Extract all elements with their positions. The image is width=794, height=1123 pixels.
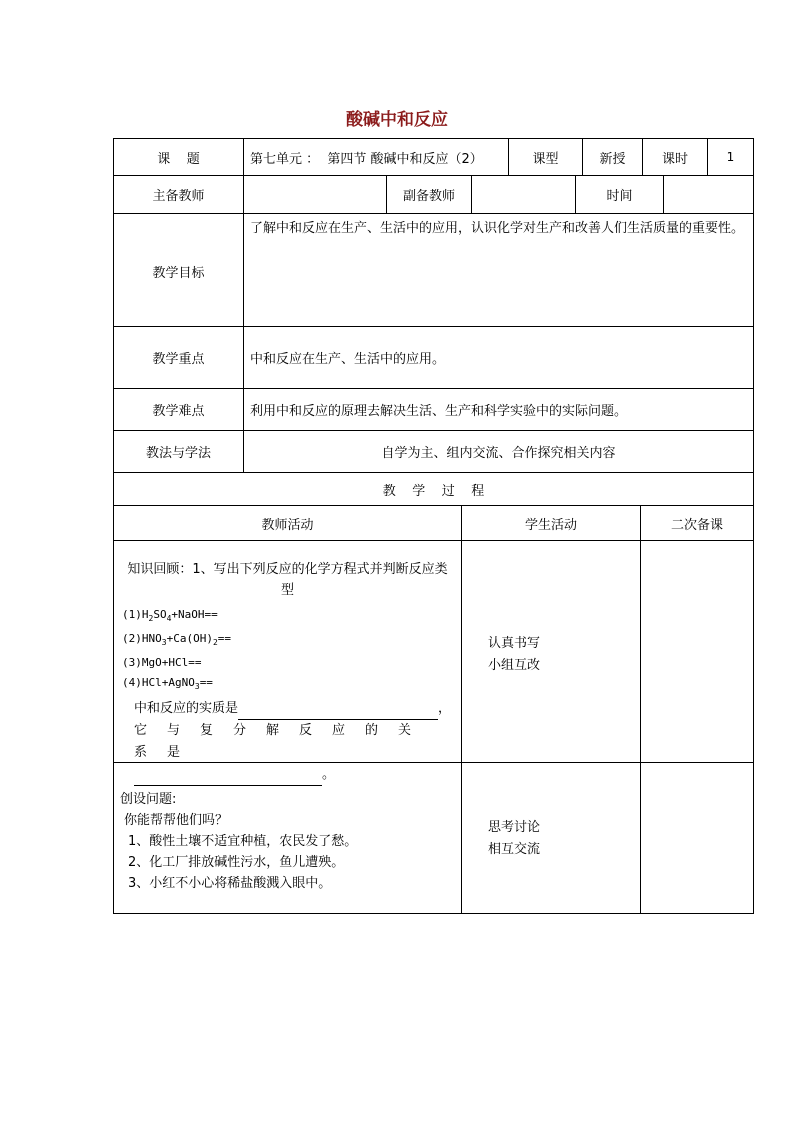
time-label: 时间 bbox=[575, 176, 663, 213]
teacher-activity-header: 教师活动 bbox=[261, 517, 314, 533]
row-method bbox=[114, 430, 753, 472]
type-label: 课型 bbox=[508, 139, 582, 175]
method-text: 自学为主、组内交流、合作探究相关内容 bbox=[243, 431, 753, 472]
problem-heading: 创设问题: bbox=[120, 792, 177, 807]
equation-2: $(2)HNO_3+Ca(OH)_2==$ bbox=[122, 632, 232, 648]
topic-label: 课 题 bbox=[157, 151, 200, 167]
review-second-cell bbox=[640, 541, 753, 762]
vice-teacher-label: 副备教师 bbox=[386, 176, 471, 213]
student-activity-header: 学生活动 bbox=[461, 506, 640, 540]
review-heading: 知识回顾：1、写出下列反应的化学方程式并判断反应类型 bbox=[127, 562, 448, 598]
row-key-point bbox=[114, 326, 753, 388]
row-objectives bbox=[114, 213, 753, 326]
hours-value: 1 bbox=[707, 139, 753, 175]
problem-item-1: 1、酸性土壤不适宜种植，农民发了愁。 bbox=[128, 834, 358, 849]
review-teacher-cell bbox=[114, 541, 461, 782]
review-student-1: 认真书写 bbox=[488, 636, 541, 651]
relation-line: 它与复分解反应的关系是 bbox=[134, 722, 432, 760]
key-point-text: 中和反应在生产、生活中的应用。 bbox=[243, 327, 753, 388]
main-teacher-value bbox=[243, 176, 386, 213]
problem-student-1: 思考讨论 bbox=[488, 820, 541, 835]
equation-4: (4)HCl+AgNO$_3$== bbox=[122, 676, 213, 692]
row-problem bbox=[114, 762, 753, 913]
equation-3: (3)MgO+HCl== bbox=[122, 656, 202, 670]
equation-1: $(1)H_2SO_4+NaOH==$ bbox=[122, 608, 218, 624]
row-topic bbox=[114, 139, 753, 175]
problem-student-cell bbox=[461, 763, 640, 913]
method-label: 教法与学法 bbox=[145, 446, 211, 461]
objectives-text: 了解中和反应在生产、生活中的应用，认识化学对生产和改善人们生活质量的重要性。 bbox=[243, 214, 753, 326]
review-student-cell bbox=[461, 541, 640, 762]
process-header: 教 学 过 程 bbox=[382, 483, 485, 499]
difficulty-label: 教学难点 bbox=[152, 404, 205, 419]
relation-answer-line: 。 bbox=[122, 764, 453, 786]
difficulty-text: 利用中和反应的原理去解决生活、生产和科学实验中的实际问题。 bbox=[243, 389, 753, 430]
second-prep-header: 二次备课 bbox=[640, 506, 753, 540]
time-value bbox=[663, 176, 753, 213]
problem-item-3: 3、小红不小心将稀盐酸溅入眼中。 bbox=[128, 876, 332, 891]
problem-question: 你能帮帮他们吗？ bbox=[124, 813, 229, 828]
lesson-plan-table bbox=[113, 138, 754, 914]
key-point-label: 教学重点 bbox=[152, 352, 205, 367]
problem-item-2: 2、化工厂排放碱性污水，鱼儿遭殃。 bbox=[128, 855, 345, 870]
topic-value: 第七单元 ： 第四节 酸碱中和反应（2） bbox=[243, 139, 508, 175]
problem-second-cell bbox=[640, 763, 753, 913]
row-process-header bbox=[114, 472, 753, 505]
hours-label: 课时 bbox=[642, 139, 707, 175]
problem-teacher-cell bbox=[114, 763, 461, 913]
row-column-headers bbox=[114, 505, 753, 540]
row-difficulty bbox=[114, 388, 753, 430]
row-teachers bbox=[114, 175, 753, 213]
essence-line: 中和反应的实质是 ， bbox=[122, 698, 453, 720]
main-teacher-label: 主备教师 bbox=[152, 189, 205, 204]
type-value: 新授 bbox=[582, 139, 642, 175]
problem-student-2: 相互交流 bbox=[488, 842, 541, 857]
review-student-2: 小组互改 bbox=[488, 658, 541, 673]
vice-teacher-value bbox=[471, 176, 575, 213]
row-review bbox=[114, 540, 753, 782]
objectives-label: 教学目标 bbox=[152, 266, 205, 281]
document-title: 酸碱中和反应 bbox=[346, 110, 448, 130]
